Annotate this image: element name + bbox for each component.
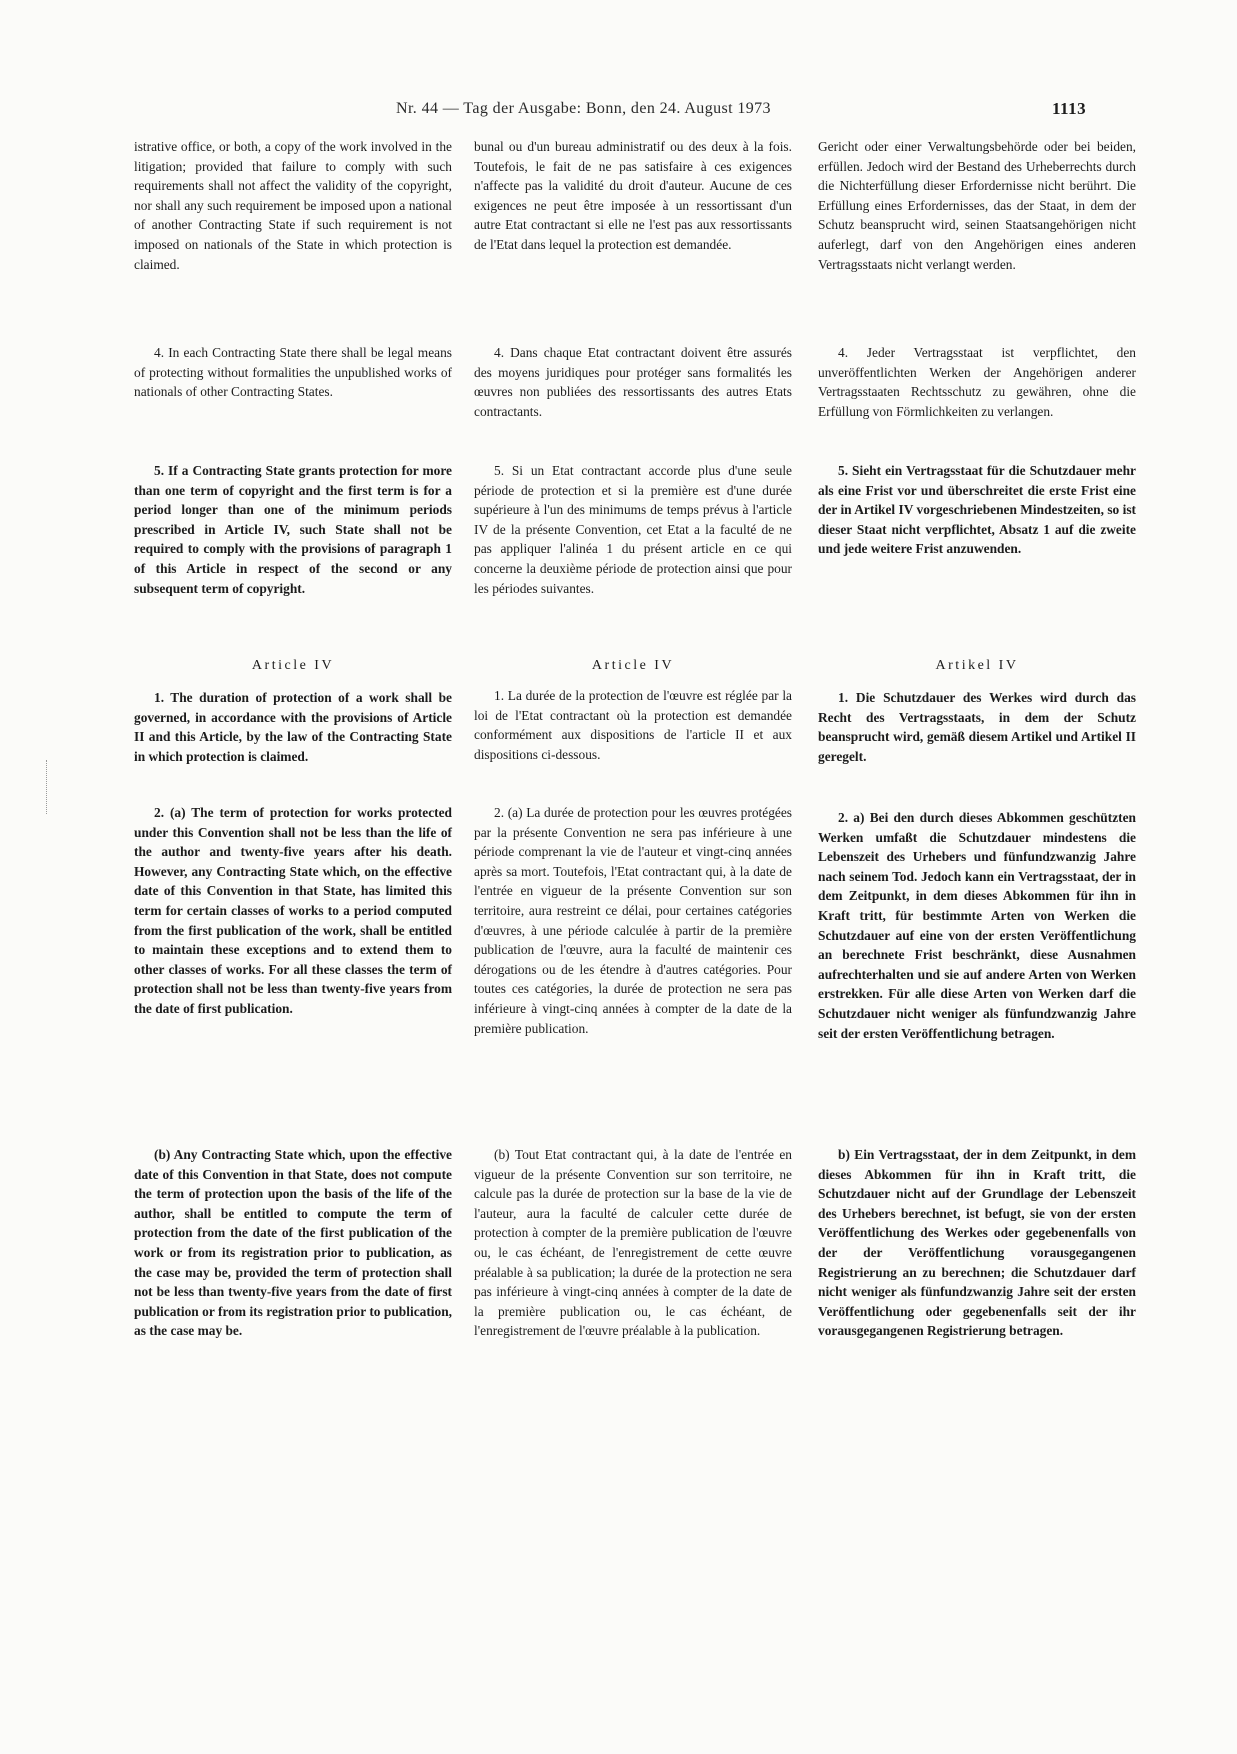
page-number: 1113 — [1052, 99, 1087, 118]
margin-dotted-mark — [46, 760, 49, 814]
english-p3-continued: istrative office, or both, a copy of the work involved in the litigation; provided that failure to comply with such requirements shall not affect the validity of the copyright, nor shall any such requirement be imposed upon a national of another Contracting State if such requirement is not imposed on nationals of the State in which protection is claimed. — [134, 139, 452, 272]
english-article-heading: Article IV — [251, 658, 335, 673]
french-paragraph-5: 5. Si un Etat contractant accorde plus d'une seule période de protection et si la première est d'une durée supérieure à l'un des minimums de temps prévus à l'article IV de la présente Convention, cet Etat a la faculté de ne pas appliquer l'alinéa 1 du présent article en ce qui concerne la deuxième période de protection ainsi que pour les périodes suivantes. — [474, 463, 792, 596]
german-article-iv-1: 1. Die Schutzdauer des Werkes wird durch das Recht des Vertragsstaats, in dem der Schutz beansprucht wird, gemäß diesem Artikel und Artikel II geregelt. — [818, 690, 1136, 764]
german-paragraph-4: 4. Jeder Vertragsstaat ist verpflichtet, den unveröffentlichten Werken der Angehörigen anderer Vertragsstaaten Rechtsschutz zu gewähren, ohne die Erfüllung von Förmlichkeiten zu verlangen. — [818, 345, 1136, 419]
french-article-heading: Article IV — [591, 658, 675, 673]
english-paragraph-5: 5. If a Contracting State grants protection for more than one term of copyright and the first term is for a period longer than one of the minimum periods prescribed in Article IV, such State shall not be required to comply with the provisions of paragraph 1 of this Article in respect of the second or any subsequent term of copyright. — [134, 463, 452, 596]
header-title: Nr. 44 — Tag der Ausgabe: Bonn, den 24. August 1973 — [396, 100, 771, 117]
running-header — [0, 100, 1237, 126]
english-article-iv-2a: 2. (a) The term of protection for works protected under this Convention shall not be less than the life of the author and twenty-five years after his death. However, any Contracting State which, on the effective date of this Convention in that State, has limited this term for certain classes of works to a period computed from the first publication of the work, shall be entitled to maintain these exceptions and to extend them to other classes of works. For all these classes the term of protection shall not be less than twenty-five years from the date of first publication. — [134, 805, 452, 1016]
french-paragraph-4: 4. Dans chaque Etat contractant doivent être assurés des moyens juridiques pour protéger sans formalités les œuvres non publiées des ressortissants des autres Etats contractants. — [474, 345, 792, 419]
german-article-heading: Artikel IV — [935, 658, 1019, 673]
french-article-iv-2b: (b) Tout Etat contractant qui, à la date de l'entrée en vigueur de la présente Convention sur son territoire, ne calcule pas la durée de protection sur la base de la vie de l'auteur, aura la faculté de calculer cette durée de protection à compter de la première publication de l'œuvre ou, le cas échéant, de l'enregistrement de cette œuvre préalable à sa publication; la durée de la protection ne sera pas inférieure à vingt-cinq années à compter de la date de la première publication ou, le cas échéant, de l'enregistrement de l'œuvre préalable à la publication. — [474, 1147, 792, 1339]
french-article-iv-2a: 2. (a) La durée de protection pour les œuvres protégées par la présente Convention ne sera pas inférieure à une période comprenant la vie de l'auteur et vingt-cinq années après sa mort. Toutefois, l'Etat contractant qui, à la date de l'entrée en vigueur de la présente Convention sur son territoire, aura restreint ce délai, pour certaines catégories d'œuvres, à une période calculée à partir de la première publication de l'œuvre, aura la faculté de maintenir ces dérogations ou de les étendre à d'autres catégories. Pour toutes ces catégories, la durée de protection ne sera pas inférieure à vingt-cinq années à compter de la date de la première publication. — [474, 805, 792, 1036]
english-article-iv-1: 1. The duration of protection of a work shall be governed, in accordance with the provisions of Article II and this Article, by the law of the Contracting State in which protection is claimed. — [134, 690, 452, 764]
german-article-iv-2b: b) Ein Vertragsstaat, der in dem Zeitpunkt, in dem dieses Abkommen für ihn in Kraft tritt, die Schutzdauer nicht auf der Grundlage der Lebenszeit des Urhebers berechnet, ist befugt, sie von der ersten Veröffentlichung des Werkes oder gegebenenfalls von der der Veröffentlichung vorausgegangenen Registrierung an zu berechnen; die Schutzdauer darf nicht weniger als fünfundzwanzig Jahre seit der ersten Veröffentlichung oder gegebenenfalls seit der ihr vorausgegangenen Registrierung betragen. — [818, 1147, 1136, 1339]
french-article-iv-1: 1. La durée de la protection de l'œuvre est réglée par la loi de l'Etat contractant où la protection est demandée conformément aux dispositions de l'article II et aux dispositions ci-dessous. — [474, 688, 792, 762]
english-article-iv-2b: (b) Any Contracting State which, upon the effective date of this Convention in that State, does not compute the term of protection upon the basis of the life of the author, shall be entitled to compute the term of protection from the date of the first publication of the work or from its registration prior to publication, as the case may be, provided the term of protection shall not be less than twenty-five years from the date of first publication or from its registration prior to publication, as the case may be. — [134, 1147, 452, 1339]
french-p3-continued: bunal ou d'un bureau administratif ou des deux à la fois. Toutefois, le fait de ne pas satisfaire à ces exigences n'affecte pas la validité du droit d'auteur. Aucune de ces exigences ne peut être imposée à un ressortissant d'un autre Etat contractant si elle ne l'est pas aux ressortissants de l'Etat dans lequel la protection est demandée. — [474, 139, 792, 252]
english-paragraph-4: 4. In each Contracting State there shall be legal means of protecting without formalities the unpublished works of nationals of other Contracting States. — [134, 345, 452, 400]
german-p3-continued: Gericht oder einer Verwaltungsbehörde oder bei beiden, erfüllen. Jedoch wird der Bestand des Urheberrechts durch die Nichterfüllung dieser Erfordernisse nicht berührt. Die Erfüllung eines Erfordernisses, das der Staat, in dem der Schutz beansprucht wird, seinen Staatsangehörigen nicht auferlegt, darf von den Angehörigen eines anderen Vertragsstaats nicht verlangt werden. — [818, 139, 1136, 272]
german-paragraph-5: 5. Sieht ein Vertragsstaat für die Schutzdauer mehr als eine Frist vor und überschreitet die erste Frist eine der in Artikel IV vorgeschriebenen Mindestzeiten, so ist dieser Staat nicht verpflichtet, Absatz 1 auf die zweite und jede weitere Frist anzuwenden. — [818, 463, 1136, 557]
german-article-iv-2a: 2. a) Bei den durch dieses Abkommen geschützten Werken umfaßt die Schutzdauer mindestens die Lebenszeit des Urhebers und fünfundzwanzig Jahre nach seinem Tod. Jedoch kann ein Vertragsstaat, der in dem Zeitpunkt, in dem dieses Abkommen für ihn in Kraft tritt, für bestimmte Arten von Werken die Schutzdauer auf eine von der ersten Veröffentlichung an berechnete Frist beschränkt, diese Ausnahmen aufrechterhalten und sie auf andere Arten von Werken erstrekken. Für alle diese Arten von Werken darf die Schutzdauer nicht weniger als fünfundzwanzig Jahre seit der ersten Veröffentlichung betragen. — [818, 810, 1136, 1041]
